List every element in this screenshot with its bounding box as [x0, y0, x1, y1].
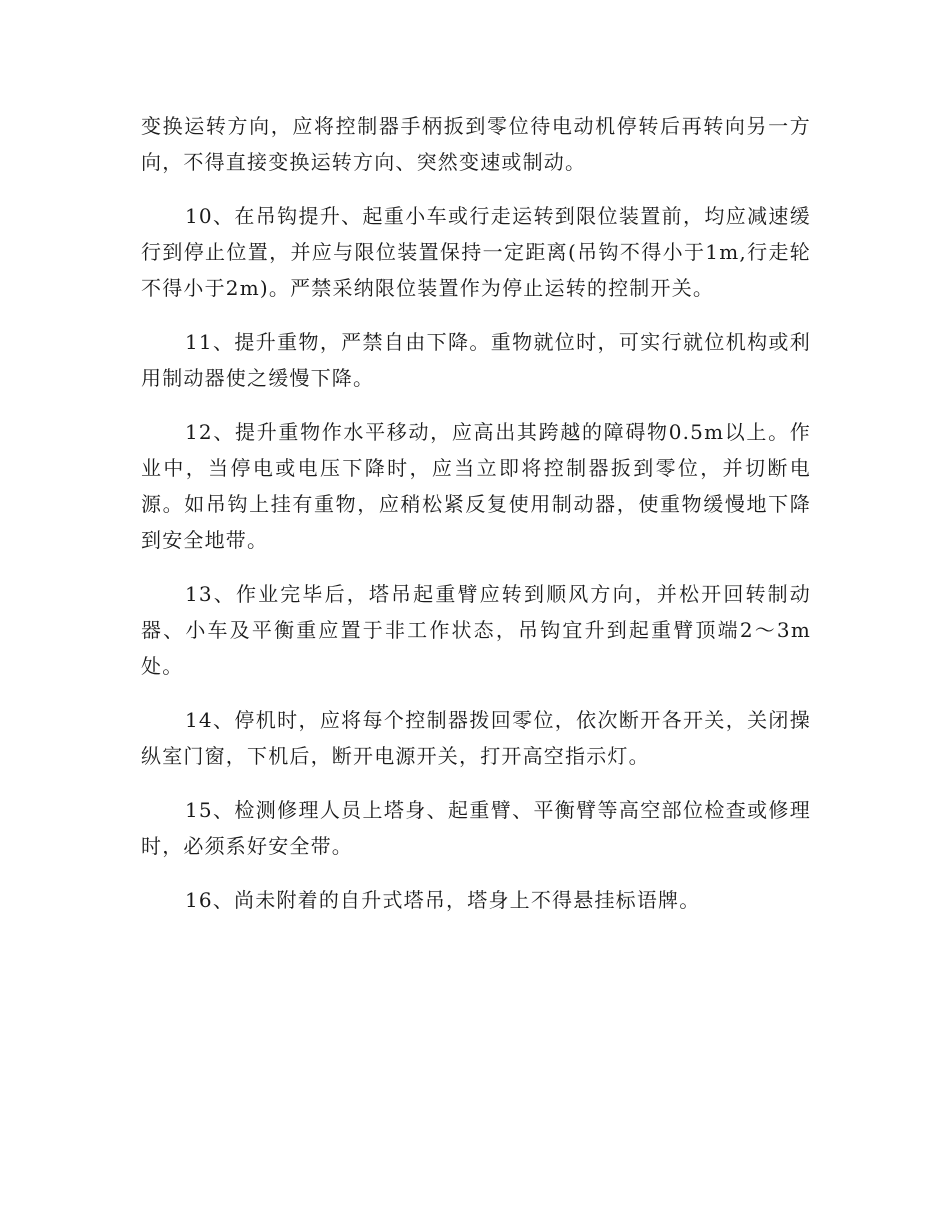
- paragraph-item-12: 12、提升重物作水平移动，应高出其跨越的障碍物0.5m以上。作业中，当停电或电压下降时，应当立即将控制器扳到零位，并切断电源。如吊钩上挂有重物，应稍松紧反复使用制动器，使重物缓慢地下降到安全地带。: [141, 420, 811, 552]
- paragraph-continuation: 变换运转方向，应将控制器手柄扳到零位待电动机停转后再转向另一方向，不得直接变换运转方向、突然变速或制动。: [141, 114, 811, 174]
- paragraph-item-15: 15、检测修理人员上塔身、起重臂、平衡臂等高空部位检查或修理时，必须系好安全带。: [141, 798, 811, 858]
- document-body: [141, 108, 811, 936]
- paragraph-item-14: 14、停机时，应将每个控制器拨回零位，依次断开各开关，关闭操纵室门窗，下机后，断开电源开关，打开高空指示灯。: [141, 708, 811, 768]
- paragraph-item-16: 16、尚未附着的自升式塔吊，塔身上不得悬挂标语牌。: [185, 888, 701, 912]
- paragraph-item-13: 13、作业完毕后，塔吊起重臂应转到顺风方向，并松开回转制动器、小车及平衡重应置于非工作状态，吊钩宜升到起重臂顶端2～3m处。: [141, 582, 811, 678]
- paragraph-item-11: 11、提升重物，严禁自由下降。重物就位时，可实行就位机构或利用制动器使之缓慢下降。: [141, 330, 811, 390]
- paragraph-item-10: 10、在吊钩提升、起重小车或行走运转到限位装置前，均应减速缓行到停止位置，并应与限位装置保持一定距离(吊钩不得小于1m,行走轮不得小于2m)。严禁采纳限位装置作为停止运转的控制开关。: [141, 204, 811, 300]
